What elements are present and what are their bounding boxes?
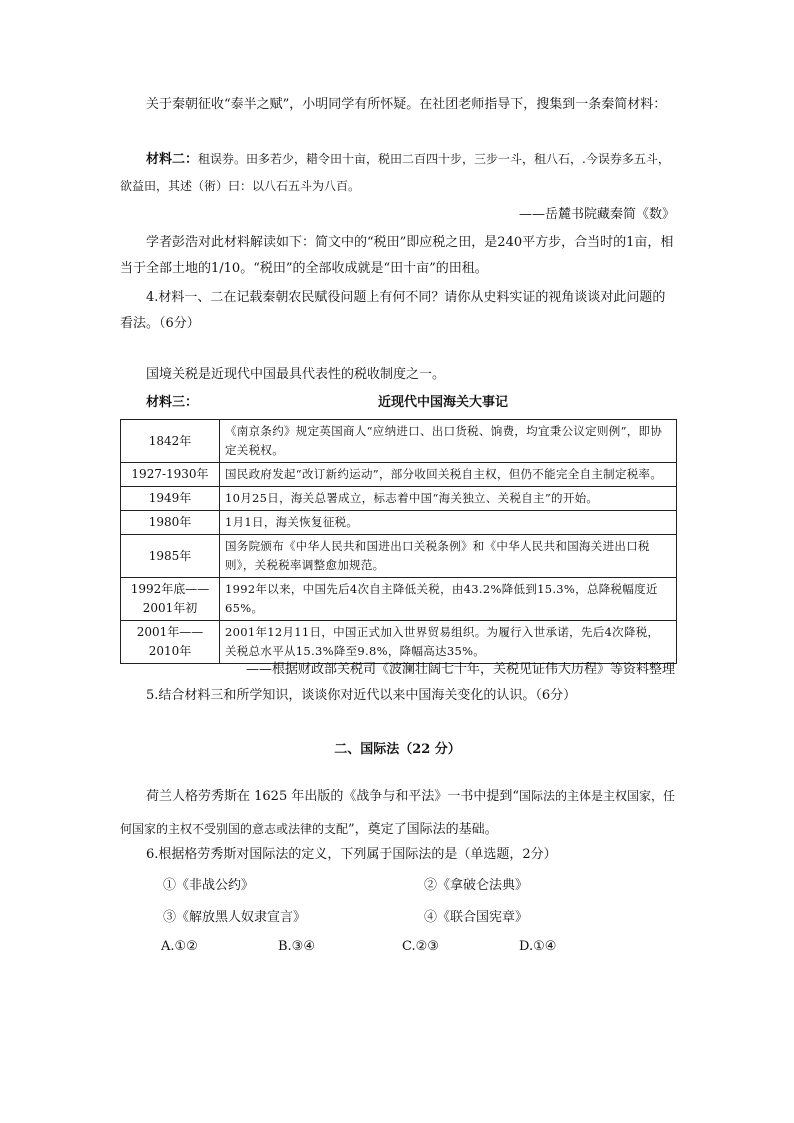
material-3-header — [120, 390, 675, 416]
option-1: ①《非战公约》 — [163, 878, 255, 893]
question-4: 4.材料一、二在记载秦朝农民赋役问题上有何不同？请你从史料实证的视角谈谈对此问题的看法。（6分） — [120, 290, 666, 331]
section-2-title: 二、国际法（22 分） — [334, 742, 461, 757]
material-3-source: ——根据财政部关税司《波澜壮阔七十年，关税见证伟大历程》等资料整理 — [245, 662, 675, 677]
table-row — [121, 463, 677, 487]
intro-paragraph: 关于秦朝征收“泰半之赋”，小明同学有所怀疑。在社团老师指导下，搜集到一条秦简材料： — [146, 97, 667, 112]
option-3: ③《解放黑人奴隶宣言》 — [163, 910, 307, 925]
event-description: 1992年以来，中国先后4次自主降低关税，由43.2%降低到15.3%，总降税幅度近65%。 — [220, 578, 677, 621]
event-year: 1949年 — [121, 487, 220, 511]
material-2-paragraph — [120, 146, 675, 200]
event-year: 1980年 — [121, 511, 220, 535]
event-description: 10月25日，海关总署成立，标志着中国“海关独立、关税自主”的开始。 — [220, 487, 677, 511]
event-description: 《南京条约》规定英国商人“应纳进口、出口货税、饷费，均宜秉公议定则例”，即协定关税权。 — [220, 420, 677, 463]
material-2-text: 租误券。田多若少，耤令田十亩，税田二百四十步，三步一斗，租八石，.今误券多五斗，欲益田，其述（術）曰：以八石五斗为八百。 — [120, 152, 670, 193]
table-row — [121, 511, 677, 535]
material-2-label: 材料二： — [146, 152, 199, 167]
answer-b: B.③④ — [278, 939, 315, 954]
material-3-title: 近现代中国海关大事记 — [378, 395, 509, 410]
material-3-label: 材料三： — [146, 395, 199, 410]
material-2-source: ——岳麓书院藏秦简《数》 — [518, 207, 675, 222]
event-year: 1842年 — [121, 420, 220, 463]
grotius-text-b: ”，奠定了国际法的基础。 — [348, 822, 498, 837]
event-year: 1927-1930年 — [121, 463, 220, 487]
customs-events-table — [120, 419, 677, 664]
table-row — [121, 535, 677, 578]
question-5: 5.结合材料三和所学知识，谈谈你对近代以来中国海关变化的认识。（6分） — [146, 688, 577, 703]
event-description: 国务院颁布《中华人民共和国进出口关税条例》和《中华人民共和国海关进出口税则》，关税税率调整愈加规范。 — [220, 535, 677, 578]
answer-d: D.①④ — [519, 939, 557, 954]
grotius-text-a: 荷兰人格劳秀斯在 1625 年出版的《战争与和平法》一书中提到“ — [146, 789, 519, 804]
grotius-quote: 国际法的主体是主权国家，任何国家的主权不受别国的意志或法律的支配 — [120, 789, 676, 836]
option-4: ④《联合国宪章》 — [424, 910, 529, 925]
grotius-paragraph — [120, 780, 675, 846]
table-row — [121, 578, 677, 621]
option-2: ②《拿破仑法典》 — [424, 878, 529, 893]
customs-intro: 国境关税是近现代中国最具代表性的税收制度之一。 — [146, 367, 446, 382]
event-description: 2001年12月11日，中国正式加入世界贸易组织。为履行入世承诺，先后4次降税，关税总水平从15.3%降至9.8%，降幅高达35%。 — [220, 621, 677, 664]
question-6: 6.根据格劳秀斯对国际法的定义，下列属于国际法的是（单选题，2分） — [146, 847, 557, 862]
event-year: 2001年——2010年 — [121, 621, 220, 664]
table-row — [121, 487, 677, 511]
table-row — [121, 420, 677, 463]
event-description: 1月1日，海关恢复征税。 — [220, 511, 677, 535]
scholar-paragraph: 学者彭浩对此材料解读如下：简文中的“税田”即应税之田，是240平方步，合当时的1亩，相当于全部土地的1/10。“税田”的全部收成就是“田十亩”的田租。 — [120, 235, 674, 276]
event-year: 1992年底——2001年初 — [121, 578, 220, 621]
event-description: 国民政府发起“改订新约运动”，部分收回关税自主权，但仍不能完全自主制定税率。 — [220, 463, 677, 487]
event-year: 1985年 — [121, 535, 220, 578]
answer-c: C.②③ — [402, 939, 439, 954]
answer-a: A.①② — [161, 939, 198, 954]
